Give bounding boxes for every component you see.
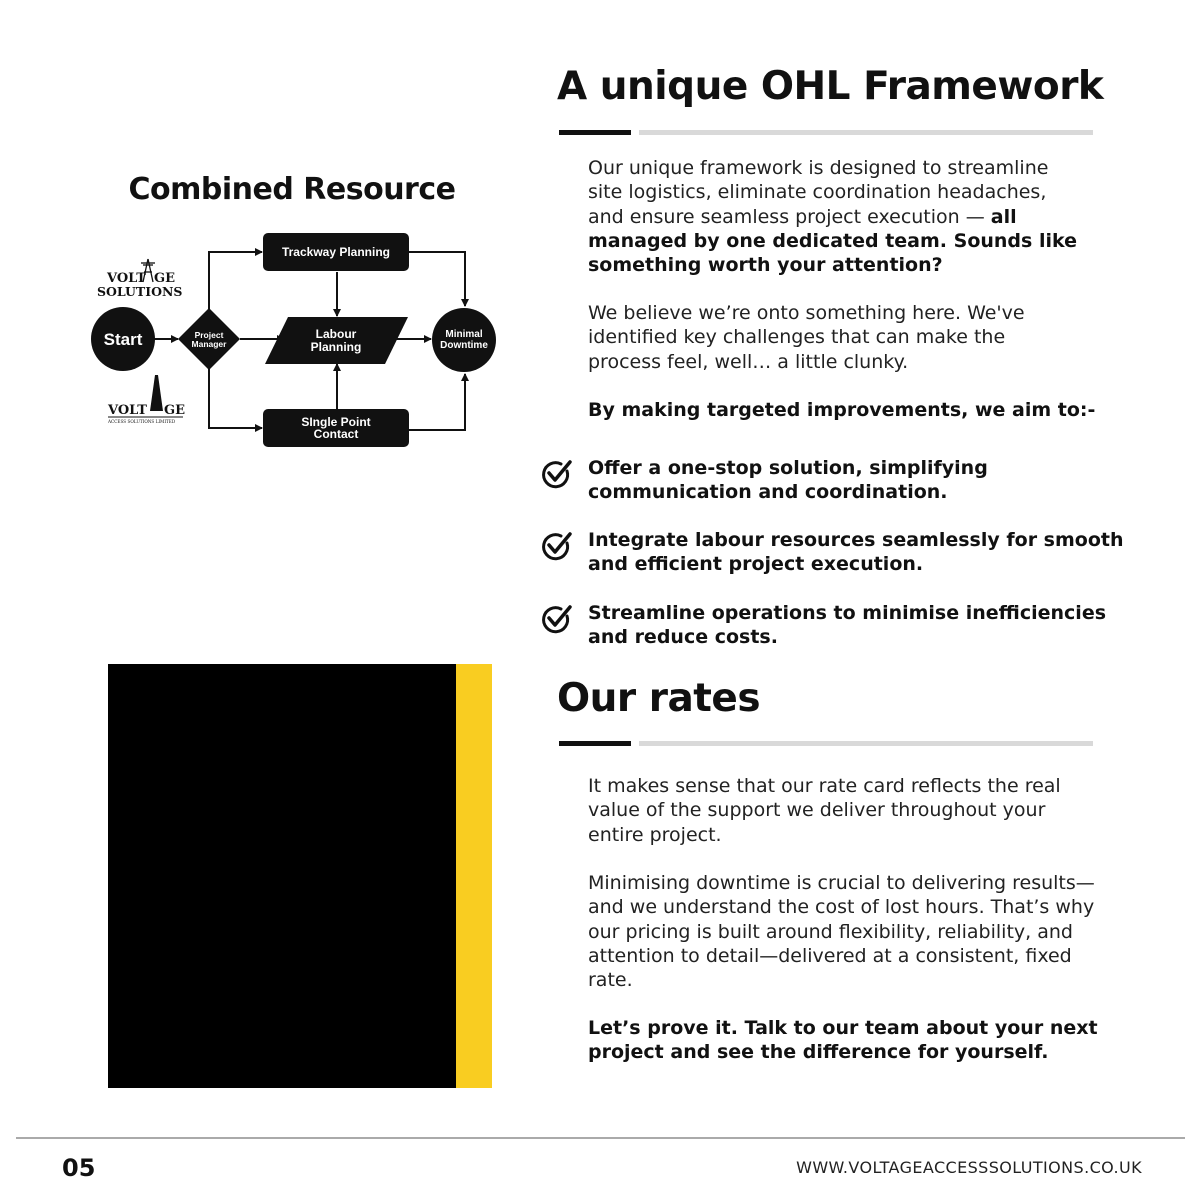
footer-rule [16, 1137, 1185, 1139]
rates-rule-dark [559, 741, 631, 746]
framework-rule-dark [559, 130, 631, 135]
rates-rule-light [639, 741, 1093, 746]
connector-pm-trackway [209, 252, 262, 314]
project-manager-label-2: Manager [191, 339, 227, 349]
check-circle-icon [540, 530, 574, 564]
framework-rule-light [639, 130, 1093, 135]
bullet-1-text: Offer a one-stop solution, simplifying communication and coordination. [588, 457, 988, 504]
voltage-access-logo [107, 375, 185, 424]
minimal-downtime-label-2: Downtime [440, 340, 488, 351]
rates-heading: Our rates [557, 676, 761, 721]
framework-heading: A unique OHL Framework [557, 64, 1104, 109]
connector-trackway-minimal [409, 252, 465, 306]
framework-para2: We believe we’re onto something here. We've identified key challenges that can make the process feel, well… a little clunky. [588, 302, 1025, 373]
logo-solutions-text: SOLUTIONS [97, 284, 183, 299]
rates-para2: Minimising downtime is crucial to delivering results—and we understand the cost of lost hours. That’s why our pricing is built around flexibility, reliability, and attention to detail—delivered at a consistent, fixed rate. [588, 872, 1095, 992]
rates-cta: Let’s prove it. Talk to our team about your next project and see the difference for yourself. [588, 1017, 1098, 1064]
flow-diagram [85, 225, 505, 460]
tower-icon [150, 375, 163, 411]
labour-planning-label-1: Labour [315, 327, 357, 341]
accent-bar [456, 664, 492, 1088]
framework-intro-bold: all managed by one dedicated team. Sounds like something worth your attention? [588, 205, 1077, 277]
rates-para1: It makes sense that our rate card reflects the real value of the support we deliver throughout your entire project. [588, 775, 1061, 846]
logo-volt-text: VOLT [107, 271, 146, 286]
logo-access-subtitle: ACCESS SOLUTIONS LIMITED [108, 419, 176, 424]
framework-intro-text: Our unique framework is designed to streamline site logistics, eliminate coordination headaches, and ensure seamless project execution — [588, 157, 1049, 228]
bullet-3-text: Streamline operations to minimise inefficiencies and reduce costs. [588, 602, 1107, 649]
bullet-2-text: Integrate labour resources seamlessly for smooth and efficient project execution. [588, 529, 1124, 576]
single-point-contact-label-1: SIngle Point [301, 415, 371, 429]
logo-access-volt-text: VOLT [108, 403, 147, 418]
voltage-solutions-logo [97, 259, 182, 299]
framework-intro [588, 156, 1088, 277]
page-number: 05 [62, 1154, 96, 1182]
framework-aim: By making targeted improvements, we aim to:- [588, 399, 1096, 421]
logo-ge-text: GE [154, 271, 176, 286]
minimal-downtime-label-1: Minimal [445, 329, 483, 340]
connector-pm-singlepoint [209, 364, 262, 428]
check-circle-icon [540, 458, 574, 492]
start-label: Start [103, 330, 143, 349]
feature-image [108, 664, 458, 1088]
website-link[interactable]: WWW.VOLTAGEACCESSSOLUTIONS.CO.UK [796, 1158, 1142, 1177]
check-circle-icon [540, 603, 574, 637]
trackway-planning-label: Trackway Planning [281, 245, 391, 259]
diagram-title: Combined Resource [128, 172, 456, 207]
connector-singlepoint-minimal [409, 374, 465, 430]
labour-planning-label-2: Planning [310, 340, 362, 354]
logo-access-ge-text: GE [164, 403, 186, 418]
single-point-contact-label-2: Contact [313, 427, 359, 441]
project-manager-label-1: Project [194, 330, 224, 340]
